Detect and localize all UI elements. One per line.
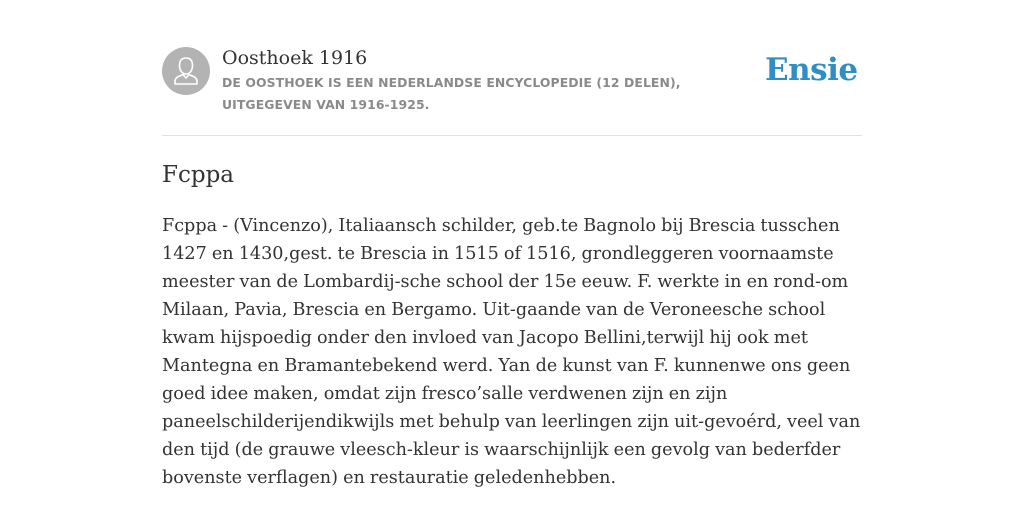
source-header [162, 44, 862, 134]
ensie-logo[interactable]: Ensie [765, 52, 858, 88]
source-description: DE OOSTHOEK IS EEN NEDERLANDSE ENCYCLOPEDIE (12 DELEN), UITGEGEVEN VAN 1916-1925. [222, 75, 681, 112]
entry-title: Fcppa [162, 162, 234, 188]
entry-body: Fcppa - (Vincenzo), Italiaansch schilder, geb.te Bagnolo bij Brescia tusschen 1427 en 1430,gest. te Brescia in 1515 of 1516, grondleggeren voornaamste meester van de Lombardij-sche school der 15e eeuw. F. werkte in en rond-om Milaan, Pavia, Brescia en Bergamo. Uit-gaande van de Veroneesche school kwam hijspoedig onder den invloed van Jacopo Bellini,terwijl hij ook met Mantegna en Bramantebekend werd. Yan de kunst van F. kunnenwe ons geen goed idee maken, omdat zijn fresco’salle verdwenen zijn en zijn paneelschilderijendikwijls met behulp van leerlingen zijn uit-gevoérd, veel van den tijd (de grauwe vleesch-kleur is waarschijnlijk een gevolg van bederfder bovenste verflagen) en restauratie geledenhebben. [162, 216, 861, 488]
header-divider [162, 135, 862, 136]
source-title[interactable]: Oosthoek 1916 [222, 47, 368, 69]
user-icon [162, 47, 210, 95]
source-avatar[interactable] [162, 47, 210, 95]
